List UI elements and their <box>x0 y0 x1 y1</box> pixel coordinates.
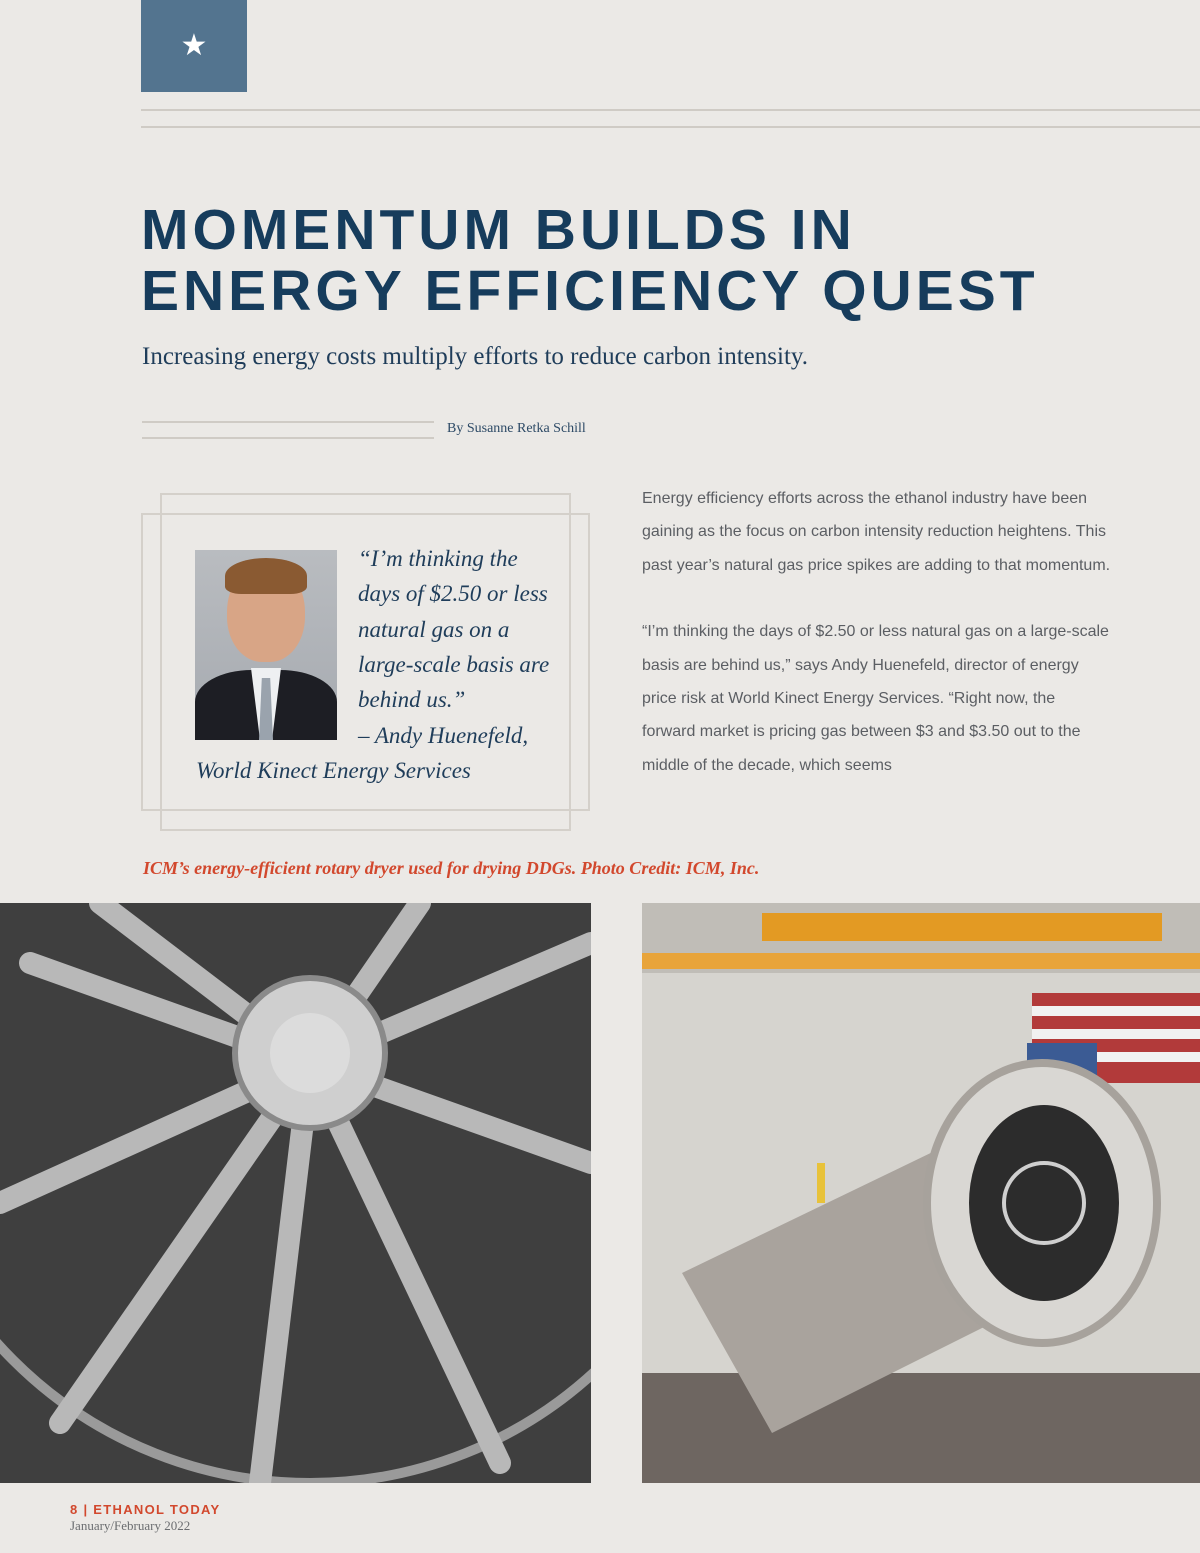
section-star-badge <box>141 0 247 92</box>
header-rule-bottom <box>141 126 1200 128</box>
footer-issue-date: January/February 2022 <box>70 1518 191 1533</box>
pull-quote-attribution-company: World Kinect Energy Services <box>196 758 471 783</box>
article-deck: Increasing energy costs multiply efforts to reduce carbon intensity. <box>142 343 809 370</box>
body-paragraph-2: “I’m thinking the days of $2.50 or less natural gas on a large-scale basis are behind us,” says Andy Huenefeld, director of energy price risk at World Kinect Energy Services. “Right now, the forward market is pricing gas between $3 and $3.50 out to the middle of the decade, which seems <box>642 623 1109 774</box>
header-rule-top <box>141 109 1200 111</box>
pull-quote-attribution-name: – Andy Huenefeld, <box>358 723 529 748</box>
dryer-interior-photo <box>0 903 591 1483</box>
article-headline <box>141 200 1041 322</box>
portrait-photo <box>195 550 337 740</box>
byline-rule-bottom <box>142 437 434 439</box>
body-paragraph-1: Energy efficiency efforts across the ethanol industry have been gaining as the focus on carbon intensity reduction heightens. This past year’s natural gas price spikes are adding to that momentum. <box>642 490 1111 574</box>
footer-page-label: 8 | ETHANOL TODAY <box>70 1502 221 1517</box>
photo-caption: ICM’s energy-efficient rotary dryer used for drying DDGs. Photo Credit: ICM, Inc. <box>143 858 760 878</box>
pull-quote-text: “I’m thinking the days of $2.50 or less natural gas on a large-scale basis are behind us.” <box>358 546 550 713</box>
byline: By Susanne Retka Schill <box>447 421 586 436</box>
dryer-drum-photo <box>642 903 1200 1483</box>
headline-line-1: MOMENTUM BUILDS IN <box>141 198 856 262</box>
headline-line-2: ENERGY EFFICIENCY QUEST <box>141 259 1039 323</box>
byline-rule-top <box>142 421 434 423</box>
star-icon: ★ <box>180 28 208 63</box>
body-column <box>642 482 1112 815</box>
